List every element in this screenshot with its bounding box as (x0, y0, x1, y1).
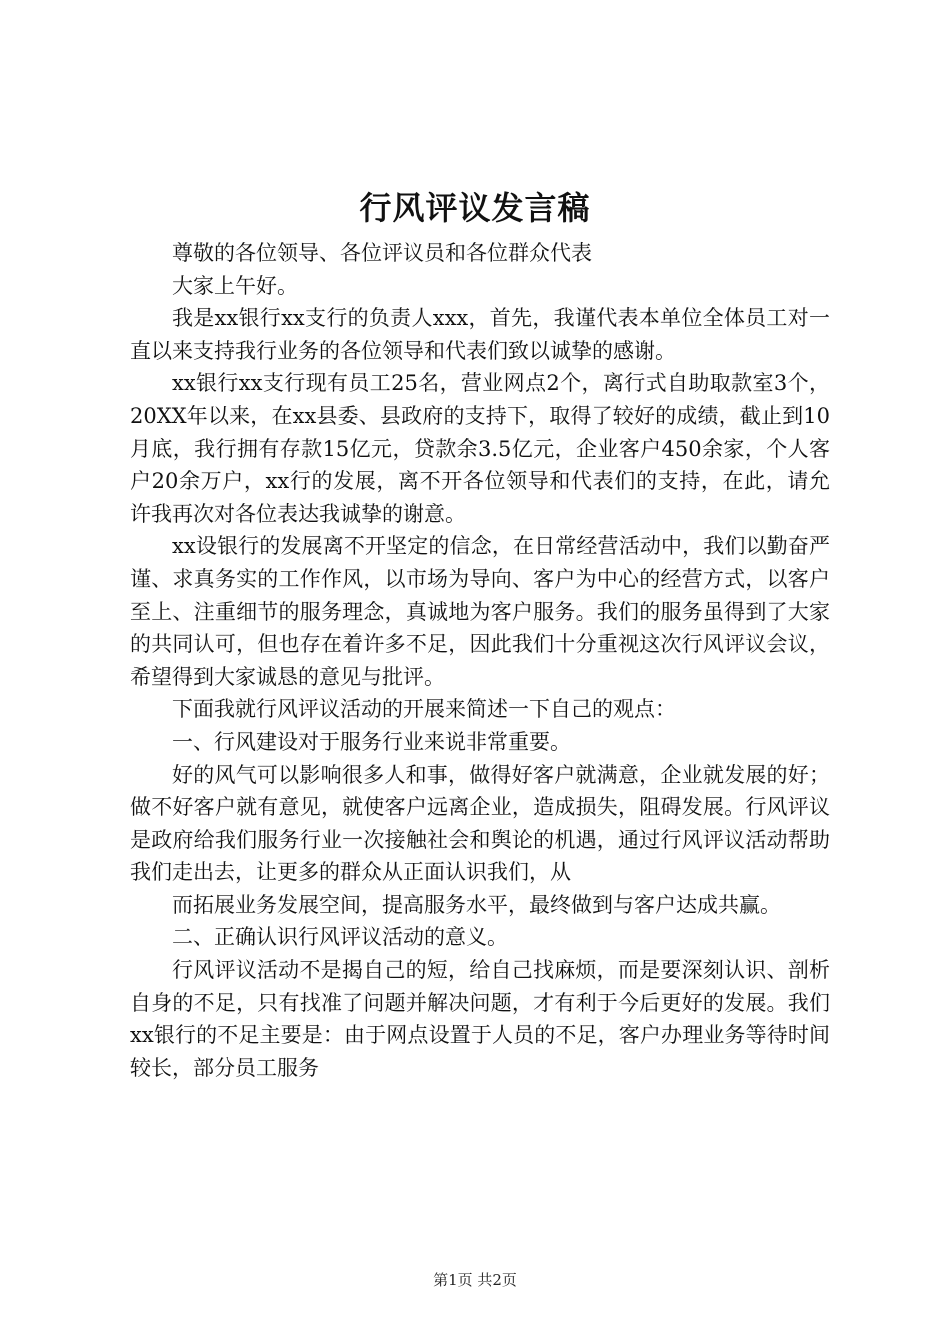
document-title: 行风评议发言稿 (359, 189, 591, 227)
paragraph-point-two: 行风评议活动不是揭自己的短，给自己找麻烦，而是要深刻认识、剖析自身的不足，只有找准了问题并解决问题，才有利于今后更好的发展。我们xx银行的不足主要是：由于网点设置于人员的不足，客户办理业务等待时间较长，部分员工服务 (130, 958, 830, 1080)
paragraph-heading-two: 二、正确认识行风评议活动的意义。 (172, 925, 508, 950)
paragraph-greeting: 大家上午好。 (172, 273, 298, 298)
paragraph-heading-one: 一、行风建设对于服务行业来说非常重要。 (172, 729, 571, 754)
paragraph-branch-overview: xx银行xx支行现有员工25名，营业网点2个，离行式自助取款室3个，20XX年以来，在xx县委、县政府的支持下，取得了较好的成绩，截止到10月底，我行拥有存款15亿元，贷款余3.5亿元，企业客户450余家，个人客户20余万户，xx行的发展，离不开各位领导和代表们的支持，在此，请允许我再次对各位表达我诚挚的谢意。 (130, 371, 830, 526)
paragraph-salutation: 尊敬的各位领导、各位评议员和各位群众代表 (172, 241, 592, 265)
paragraph-introduction: 我是xx银行xx支行的负责人xxx，首先，我谨代表本单位全体员工对一直以来支持我行业务的各位领导和代表们致以诚挚的感谢。 (130, 306, 830, 363)
paragraph-viewpoints-intro: 下面我就行风评议活动的开展来简述一下自己的观点： (172, 697, 676, 722)
paragraph-point-one-continued: 而拓展业务发展空间，提高服务水平，最终做到与客户达成共赢。 (172, 892, 781, 917)
page-number-footer: 第1页 共2页 (433, 1271, 517, 1289)
paragraph-service-values: xx设银行的发展离不开坚定的信念，在日常经营活动中，我们以勤奋严谨、求真务实的工作作风，以市场为导向、客户为中心的经营方式，以客户至上、注重细节的服务理念，真诚地为客户服务。我们的服务虽得到了大家的共同认可，但也存在着许多不足，因此我们十分重视这次行风评议会议，希望得到大家诚恳的意见与批评。 (130, 534, 830, 689)
paragraph-point-one: 好的风气可以影响很多人和事，做得好客户就满意，企业就发展的好；做不好客户就有意见，就使客户远离企业，造成损失，阻碍发展。行风评议是政府给我们服务行业一次接触社会和舆论的机遇，通过行风评议活动帮助我们走出去，让更多的群众从正面认识我们，从 (130, 762, 830, 885)
document-body (130, 237, 830, 1084)
